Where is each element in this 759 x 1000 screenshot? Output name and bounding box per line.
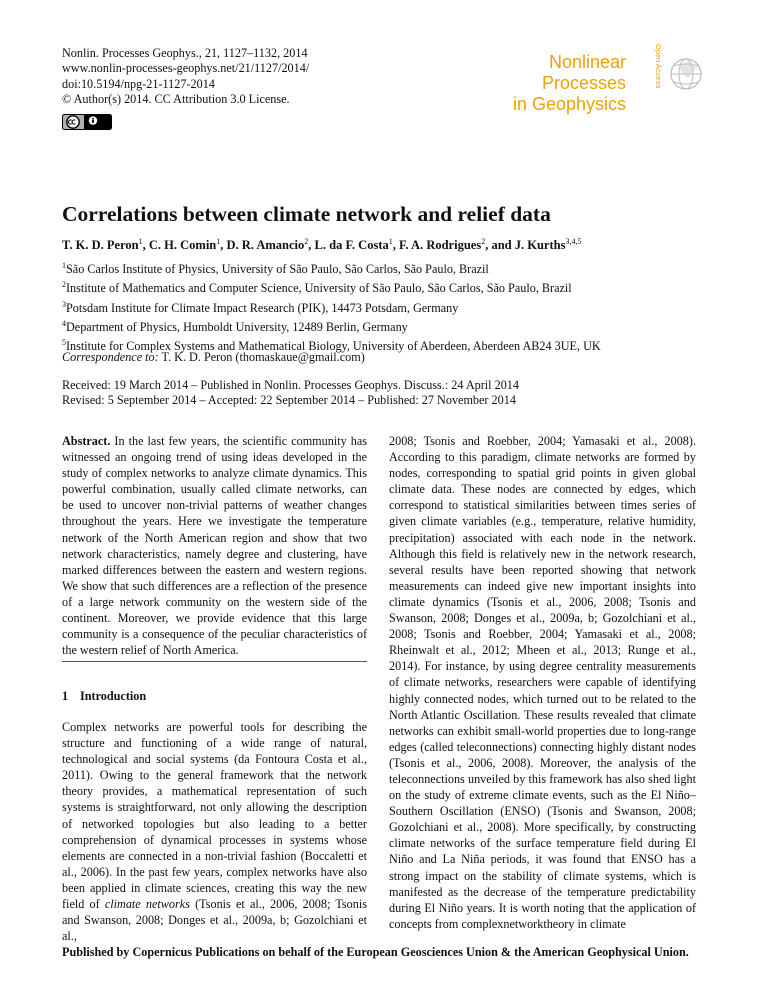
author-separator: , <box>392 238 399 253</box>
citation-header <box>62 46 309 108</box>
publisher-footer: Published by Copernicus Publications on behalf of the European Geosciences Union & the American Geophysical Union. <box>62 945 689 959</box>
affiliation-text: Potsdam Institute for Climate Impact Research (PIK), 14473 Potsdam, Germany <box>66 300 459 315</box>
journal-brand <box>468 52 626 115</box>
intro-column-2 <box>389 433 696 932</box>
affiliation-item <box>62 277 601 296</box>
doi[interactable]: doi:10.5194/npg-21-1127-2014 <box>62 76 215 91</box>
intro-paragraph: 2008; Tsonis and Roebber, 2004; Yamasaki et al., 2008). According to this paradigm, climate networks are formed by nodes, corresponding to spatial grid points in given global climate data. These nodes are connected by edges, which correspond to statistical similarities between times series of given climate variables (e.g., temperature, relative humidity, precipitation) associated with each node in the network. Although this field is relatively new in the network research, several results have been reported showing that network measurements can indeed give new important insights into climate dynamics (Tsonis et al., 2006, 2008; Tsonis and Swanson, 2008; Donges et al., 2009a, b; Gozolchiani et al., 2008; Tsonis and Roebber, 2004; Yamasaki et al., 2008; Rheinwalt et al., 2012; Mheen et al., 2013; Runge et al., 2014). For instance, by using degree centrality measurements of climate networks, researchers were capable of identifying highly connected nodes, which turned out to be related to the North Atlantic Oscillation. These results revealed that climate networks can exhibit small-world properties due to long-range edges (called teleconnections) connecting highly distant nodes (Tsonis et al., 2006, 2008). Moreover, the analysis of the teleconnections unveiled by this framework has also shed light on the study of extreme climate events, such as the El Niño–Southern Oscillation (ENSO) (Tsonis and Swanson, 2008; Gozolchiani et al., 2008). More specifically, by constructing climate networks of the surface temperature field during El Niño and La Niña periods, it was found that ENSO has a strong impact on the stability of climate systems, which is manifested as the decrease of the temperature predictability during El Niño years. It is worth noting that the application of concepts from complexnetworktheory in climate <box>389 434 696 931</box>
affiliation-text: Institute for Complex Systems and Mathematical Biology, University of Aberdeen, Aberdeen AB24 3UE, UK <box>66 339 601 354</box>
section-heading <box>62 689 146 704</box>
author-affiliation-sup: 1 <box>216 237 221 246</box>
abstract-label: Abstract. <box>62 434 111 448</box>
journal-globe-logo-icon <box>652 38 704 102</box>
affiliation-number: 4 <box>62 319 66 329</box>
abstract-text: In the last few years, the scientific community has witnessed an ongoing trend of using ideas developed in the study of complex networks to analyze climate dynamics. This powerful combination, usually called climate networks, can be used to uncover non-trivial patterns of weather changes throughout the years. Here we investigate the temperature network of the North American region and show that two network characteristics, namely degree and clustering, have marked differences between the eastern and western regions. We show that such differences are a reflection of the presence of a large network community on the western side of the continent. Moreover, we provide evidence that this large community is a consequence of the peculiar characteristics of the western relief of North America. <box>62 434 367 658</box>
author-name: F. A. Rodrigues <box>399 238 482 253</box>
affiliation-number: 1 <box>62 261 66 270</box>
correspondence-label: Correspondence to: <box>62 350 159 364</box>
intro-column-1 <box>62 719 367 944</box>
author-name: C. H. Comin <box>148 238 217 253</box>
affiliation-number: 2 <box>62 280 66 290</box>
author-name: D. R. Amancio <box>226 238 305 253</box>
affiliation-text: São Carlos Institute of Physics, University of São Paulo, São Carlos, São Paulo, Brazil <box>66 262 489 277</box>
author-affiliation-sup: 1 <box>138 237 143 246</box>
publication-dates <box>62 378 519 409</box>
journal-url[interactable]: www.nonlin-processes-geophys.net/21/1127/2014/ <box>62 61 310 76</box>
affiliation-item <box>62 297 601 316</box>
license-line: © Author(s) 2014. CC Attribution 3.0 License. <box>62 92 290 107</box>
affiliation-list <box>62 258 601 355</box>
dates-line-1: Received: 19 March 2014 – Published in Nonlin. Processes Geophys. Discuss.: 24 April 2014 <box>62 378 519 392</box>
affiliation-number: 3 <box>62 299 66 309</box>
author-list <box>62 237 581 253</box>
section-divider <box>62 661 367 662</box>
author-separator: , <box>142 238 149 253</box>
intro-text: (Tsonis et al., 2006, 2008; Tsonis and Swanson, 2008; Donges et al., 2009a, b; Gozolchiani et al., <box>62 897 367 944</box>
paper-title: Correlations between climate network and relief data <box>62 202 551 226</box>
author-name: L. da F. Costa <box>314 238 389 253</box>
author-separator: , <box>220 238 227 253</box>
author-affiliation-sup: 2 <box>481 237 486 246</box>
cc-by-license-icon[interactable] <box>62 114 112 130</box>
abstract <box>62 433 367 658</box>
section-title: Introduction <box>80 689 147 703</box>
section-number: 1 <box>62 689 69 703</box>
author-name: J. Kurths <box>514 238 566 253</box>
correspondence-text[interactable]: T. K. D. Peron (thomaskaue@gmail.com) <box>158 350 365 364</box>
affiliation-text: Department of Physics, Humboldt University, 12489 Berlin, Germany <box>66 320 408 335</box>
intro-emphasis: climate networks <box>104 897 190 912</box>
author-name: T. K. D. Peron <box>62 238 139 253</box>
open-access-label: Open Access <box>654 44 663 89</box>
affiliation-text: Institute of Mathematics and Computer Science, University of São Paulo, São Carlos, São Paulo, Brazil <box>66 281 572 296</box>
intro-text: Complex networks are powerful tools for describing the structure and functioning of a wide range of natural, technological and social systems (da Fontoura Costa et al., 2011). Owing to the general framework that the network theory provides, a mathematical representation of such systems is straightforward, not only allowing the description of networked topologies but also leading to a better comprehension of dynamical processes in systems whose elements are connected in a non-trivial fashion (Boccaletti et al., 2006). In the past few years, complex networks have also been applied in climate sciences, creating this way the new field of <box>62 720 367 912</box>
affiliation-item <box>62 258 601 277</box>
affiliation-item <box>62 316 601 335</box>
author-separator: , and <box>485 238 515 253</box>
author-affiliation-sup: 1 <box>388 237 393 246</box>
correspondence <box>62 350 365 365</box>
journal-name-line1: Nonlinear Processes <box>541 52 626 93</box>
author-affiliation-sup: 2 <box>304 237 309 246</box>
affiliation-number: 5 <box>62 338 66 348</box>
author-affiliation-sup: 3,4,5 <box>565 237 582 246</box>
citation-line: Nonlin. Processes Geophys., 21, 1127–1132, 2014 <box>62 46 308 60</box>
dates-line-2: Revised: 5 September 2014 – Accepted: 22 September 2014 – Published: 27 November 2014 <box>62 393 516 408</box>
journal-name-line2: in Geophysics <box>512 94 626 114</box>
author-separator: , <box>308 238 315 253</box>
